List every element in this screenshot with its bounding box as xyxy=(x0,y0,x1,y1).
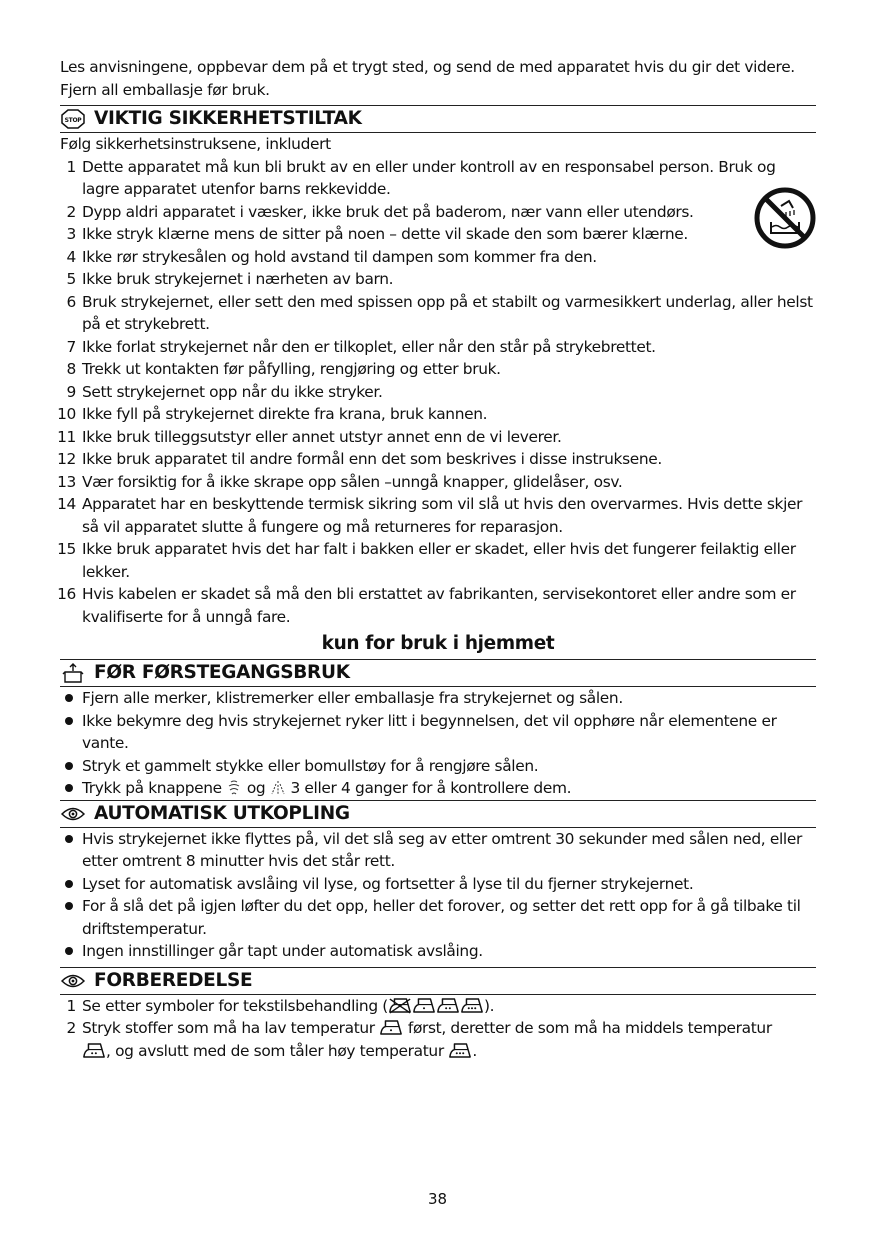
safety-item-1: 1 Dette apparatet må kun bli brukt av en eller under kontroll av en responsabel person. Bruk og lagre apparatet utenfor barns rekkevidde. xyxy=(66,157,776,198)
safety-item-2: 2 Dypp aldri apparatet i væsker, ikke bruk det på baderom, nær vann eller utendørs. xyxy=(66,202,694,221)
first-use-item-1: Fjern alle merker, klistremerker eller emballasje fra strykejernet og sålen. xyxy=(60,687,816,710)
no-water-warning-icon xyxy=(753,186,817,250)
safety-item-3: 3 Ikke stryk klærne mens de sitter på noen – dette vil skade den som bærer klærne. xyxy=(66,225,688,243)
safety-item-4: 4 Ikke rør strykesålen og hold avstand til dampen som kommer fra den. xyxy=(66,247,597,266)
safety-item-14: 14 Apparatet har en beskyttende termisk sikring som vil slå ut hvis den overvarmes. Hvis dette skjer så vil apparatet slutte å fungere og må returneres for reparasjon. xyxy=(57,495,803,536)
auto-off-item-2: Lyset for automatisk avslåing vil lyse, og fortsetter å lyse til du fjerner strykejernet. xyxy=(60,873,816,896)
safety-heading xyxy=(60,105,816,133)
spray-button-icon xyxy=(270,779,286,796)
safety-item-9: 9 Sett strykejernet opp når du ikke stryker. xyxy=(66,382,383,401)
iron-three-dots-icon xyxy=(448,1042,472,1059)
auto-off-list xyxy=(60,828,816,963)
steam-button-icon xyxy=(226,779,242,796)
prep-list xyxy=(60,995,816,1063)
iron-two-dots-icon xyxy=(436,997,460,1014)
auto-off-item-1: Hvis strykejernet ikke flyttes på, vil det slå seg av etter omtrent 30 sekunder med sålen ned, eller etter omtrent 8 minutter hvis det står rett. xyxy=(60,828,816,873)
safety-item-15: 15 Ikke bruk apparatet hvis det har falt i bakken eller er skadet, eller hvis det fungerer feilaktig eller lekker. xyxy=(57,540,796,581)
first-use-item-4: Trykk på knappene og 3 eller 4 ganger for å kontrollere dem. xyxy=(60,777,816,800)
safety-item-6: 6 Bruk strykejernet, eller sett den med spissen opp på et stabilt og varmesikkert underlag, aller helst på et strykebrett. xyxy=(66,292,813,333)
svg-text:STOP: STOP xyxy=(64,117,82,124)
auto-off-item-3: For å slå det på igjen løfter du det opp, heller det forover, og setter det rett opp for å gå tilbake til driftstemperatur. xyxy=(60,895,816,940)
first-use-list xyxy=(60,687,816,800)
document-page xyxy=(57,56,816,1062)
safety-item-13: 13 Vær forsiktig for å ikke skrape opp sålen –unngå knapper, glidelåser, osv. xyxy=(57,472,623,491)
auto-off-heading xyxy=(60,800,816,828)
safety-item-5: 5 Ikke bruk strykejernet i nærheten av barn. xyxy=(66,270,394,288)
page-number: 38 xyxy=(427,1190,448,1208)
auto-off-item-4: Ingen innstillinger går tapt under automatisk avslåing. xyxy=(60,940,816,963)
intro-text: Les anvisningene, oppbevar dem på et trygt sted, og send de med apparatet hvis du gir det videre. Fjern all emballasje før bruk. xyxy=(60,58,795,99)
iron-one-dot-icon xyxy=(379,1019,403,1036)
iron-three-dots-icon xyxy=(460,997,484,1014)
stop-icon xyxy=(60,109,86,129)
prep-item-2: 2 Stryk stoffer som må ha lav temperatur først, deretter de som må ha middels temperatur , og avslutt med de som tåler høy temperatur . xyxy=(66,1019,772,1060)
iron-two-dots-icon xyxy=(82,1042,106,1059)
safety-lead: Følg sikkerhetsinstruksene, inkludert xyxy=(60,135,331,153)
safety-item-16: 16 Hvis kabelen er skadet så må den bli erstattet av fabrikanten, servisekontoret eller andre som er kvalifiserte for å unngå fare. xyxy=(57,585,796,626)
prep-item-1: 1 Se etter symboler for tekstilsbehandling ( ). xyxy=(66,996,495,1015)
first-use-title: FØR FØRSTEGANGSBRUK xyxy=(94,662,350,683)
prep-title: FORBEREDELSE xyxy=(94,969,253,991)
safety-title: VIKTIG SIKKERHETSTILTAK xyxy=(94,108,362,129)
first-use-item-3: Stryk et gammelt stykke eller bomullstøy for å rengjøre sålen. xyxy=(60,755,816,778)
home-use-note: kun for bruk i hjemmet xyxy=(321,633,555,654)
auto-off-title: AUTOMATISK UTKOPLING xyxy=(94,802,350,824)
safety-item-11: 11 Ikke bruk tilleggsutstyr eller annet utstyr annet enn de vi leverer. xyxy=(57,427,562,446)
safety-item-12: 12 Ikke bruk apparatet til andre formål enn det som beskrives i disse instruksene. xyxy=(57,450,662,468)
eye-icon xyxy=(60,804,86,824)
eye-icon xyxy=(60,971,86,991)
safety-item-10: 10 Ikke fyll på strykejernet direkte fra krana, bruk kannen. xyxy=(57,405,488,423)
safety-item-7: 7 Ikke forlat strykejernet når den er tilkoplet, eller når den står på strykebrettet. xyxy=(66,337,656,356)
prep-heading xyxy=(60,967,816,995)
unpack-box-icon xyxy=(60,663,86,683)
safety-item-8: 8 Trekk ut kontakten før påfylling, rengjøring og etter bruk. xyxy=(66,360,501,378)
first-use-heading xyxy=(60,659,816,687)
safety-list xyxy=(57,156,816,629)
first-use-item-2: Ikke bekymre deg hvis strykejernet ryker litt i begynnelsen, det vil opphøre når elementene er vante. xyxy=(60,710,816,755)
no-iron-icon xyxy=(388,997,412,1014)
iron-one-dot-icon xyxy=(412,997,436,1014)
